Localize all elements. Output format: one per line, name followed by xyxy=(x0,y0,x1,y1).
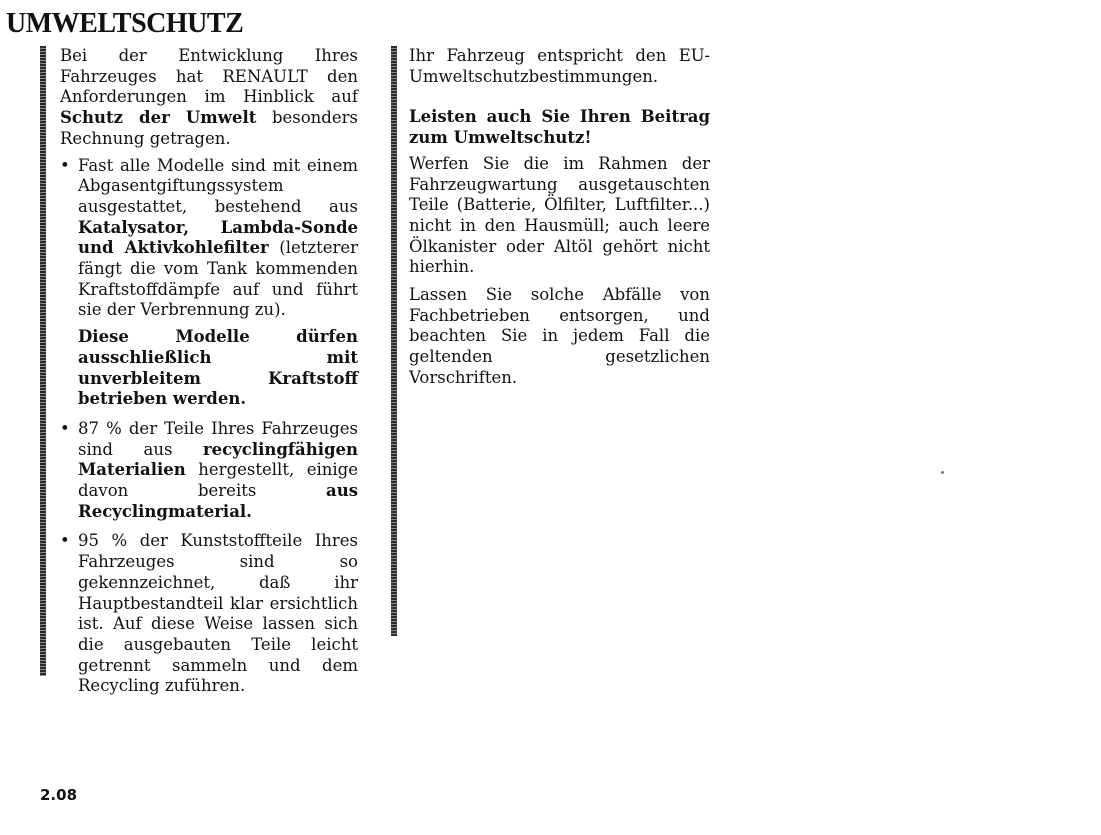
list-item-emission xyxy=(60,156,358,410)
item2-text: 87 % der Teile Ihres Fahrzeuges sind aus xyxy=(78,418,358,459)
eu-compliance-paragraph: Ihr Fahrzeug entspricht den EU-Umweltschutzbestimmungen. xyxy=(409,46,710,86)
intro-paragraph xyxy=(60,46,358,150)
specialist-paragraph: Lassen Sie solche Abfälle von Fachbetrieben entsorgen, und beachten Sie in jedem Fall die geltenden gesetzlichen Vorschriften. xyxy=(409,285,710,387)
item3-text: 95 % der Kunststoffteile Ihres Fahrzeuges sind so gekennzeichnet, daß ihr Hauptbestandteil klar ersichtlich ist. Auf diese Weise lassen sich die ausgebauten Teile leicht getrennt sammeln und dem Recycling zuführen. xyxy=(78,531,358,696)
section-heading xyxy=(409,107,710,148)
item2-text-mid: hergestellt, einige davon bereits xyxy=(78,460,358,501)
item1-text: Fast alle Modelle sind mit einem Abgasentgiftungssystem ausgestattet, bestehend aus xyxy=(78,155,358,216)
intro-text-end: besonders Rechnung getragen. xyxy=(60,108,358,148)
intro-emphasis: Schutz der Umwelt xyxy=(60,108,257,128)
bullet-icon: • xyxy=(60,418,70,438)
page-title: UMWELTSCHUTZ xyxy=(6,8,244,39)
intro-text: Bei der Entwicklung Ihres Fahrzeuges hat RENAULT den Anforderungen im Hinblick auf xyxy=(60,46,358,107)
right-margin-bar xyxy=(391,46,397,636)
left-margin-bar xyxy=(40,46,46,676)
disposal-paragraph: Werfen Sie die im Rahmen der Fahrzeugwartung ausgetauschten Teile (Batterie, Ölfilter, Luftfilter...) nicht in den Hausmüll; auch leere Ölkanister oder Altöl gehört nicht hierhin. xyxy=(409,153,710,277)
item1-text-end: (letzterer fängt die vom Tank kommenden Kraftstoffdämpfe auf und führt sie der Verbrennung zu). xyxy=(78,238,358,320)
item2-emphasis-end: aus Recyclingmaterial. xyxy=(78,481,358,521)
list-item-plastics xyxy=(60,531,358,697)
bullet-icon: • xyxy=(60,531,70,551)
unleaded-fuel-note: Diese Modelle dürfen ausschließlich mit unverbleitem Kraftstoff betrieben werden. xyxy=(78,327,358,409)
left-column xyxy=(60,46,358,697)
list-item-recycling xyxy=(60,419,358,523)
right-column xyxy=(409,46,710,389)
item1-emphasis: Katalysator, Lambda-Sonde und Aktivkohlefilter xyxy=(78,217,358,258)
bullet-icon: • xyxy=(60,155,70,175)
scan-speck xyxy=(941,471,944,474)
page-number: 2.08 xyxy=(40,786,78,804)
heading-text: Leisten auch Sie Ihren Beitrag zum Umweltschutz! xyxy=(409,107,710,148)
item2-emphasis: recyclingfähigen Materialien xyxy=(78,439,358,480)
